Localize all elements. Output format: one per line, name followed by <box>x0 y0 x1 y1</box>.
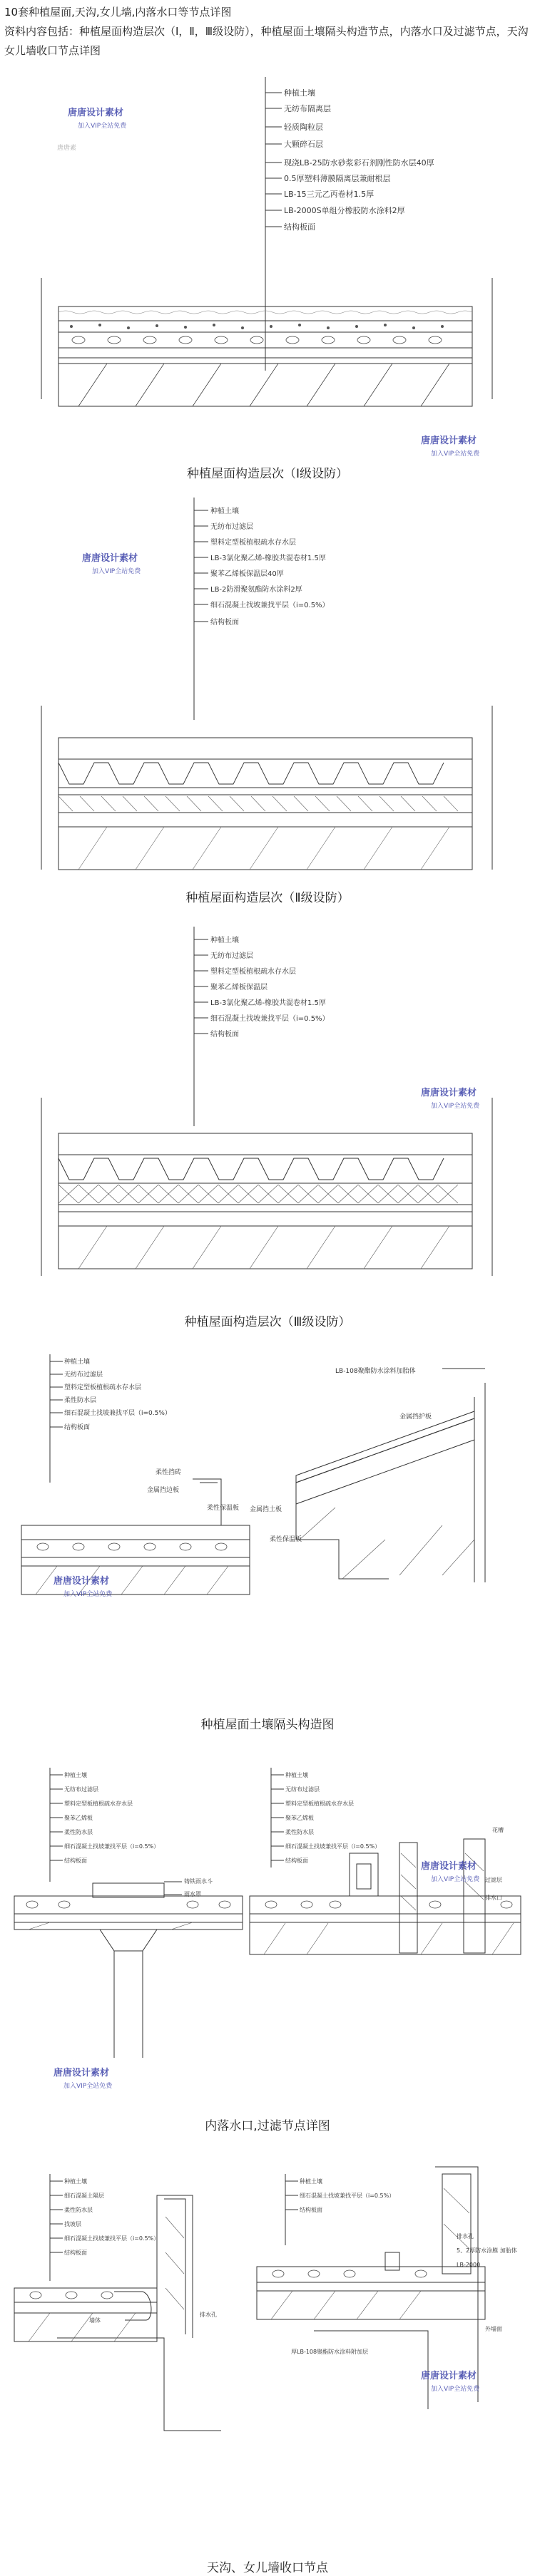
watermark-brand: 唐唐设计素材 <box>421 2371 477 2381</box>
watermark <box>82 552 141 578</box>
watermark <box>421 2370 479 2396</box>
diagram-soil-barrier <box>0 1340 535 1696</box>
layer-label: 聚苯乙烯板保温层40厚 <box>210 570 284 578</box>
layer-label: 结构板面 <box>64 1424 91 1431</box>
panel-level-3 <box>0 919 535 1333</box>
layer-label: 找坡层 <box>64 2221 81 2227</box>
watermark-brand: 唐唐设计素材 <box>421 1088 477 1098</box>
callout-label: 5、2厚防水涂膜 加胎体 <box>457 2247 517 2254</box>
callout-label: 排水孔 <box>200 2312 217 2318</box>
page-description: 资料内容包括：种植屋面构造层次（Ⅰ，Ⅱ，Ⅲ级设防），种植屋面土壤隔头构造节点，内落水口及过滤节点，天沟女儿墙收口节点详图 <box>4 25 529 57</box>
layer-label: 种植土壤 <box>210 508 239 515</box>
layer-label: 结构板面 <box>210 619 239 627</box>
watermark-brand: 唐唐设计素材 <box>68 108 124 118</box>
layer-label: 柔性防水层 <box>64 1829 93 1835</box>
layer-label: LB-3氯化聚乙烯-橡胶共混卷材1.5厚 <box>210 555 326 562</box>
layer-label: 细石混凝土找坡兼找平层（i=0.5%） <box>210 1015 330 1023</box>
layer-label: 细石混凝土找坡兼找平层（i=0.5%） <box>64 1410 171 1417</box>
callout-label: 花槽 <box>492 1827 504 1833</box>
layer-label: 细石混凝土找坡兼找平层（i=0.5%） <box>64 2235 160 2242</box>
watermark-sub: 加入VIP全站免费 <box>92 568 141 575</box>
layer-label: 无纺布过滤层 <box>64 1371 103 1379</box>
panel-level-2 <box>0 492 535 912</box>
watermark-brand: 唐唐设计素材 <box>82 553 138 564</box>
watermark-sub: 加入VIP全站免费 <box>431 1876 480 1883</box>
layer-label: 细石混凝土找坡兼找平层（i=0.5%） <box>64 1843 160 1850</box>
layer-label: 塑料定型板植根疏水存水层 <box>210 539 296 547</box>
callout-label: 柔性挡砖 <box>156 1469 182 1476</box>
layer-label: 种植土壤 <box>300 2178 322 2185</box>
layer-label: 无纺布隔离层 <box>284 104 331 113</box>
layer-label: 种植土壤 <box>284 88 315 98</box>
watermark <box>68 107 126 133</box>
layer-label: 金属挡护板 <box>399 1413 432 1421</box>
layer-label: 种植土壤 <box>64 1772 87 1778</box>
header <box>4 3 531 61</box>
diagram-gutter-parapet <box>0 2145 535 2545</box>
callout-label: LB-2000 <box>457 2262 481 2268</box>
layer-label: LB-2防滑聚氨酯防水涂料2厚 <box>210 586 302 594</box>
layer-label: 塑料定型板植根疏水存水层 <box>210 968 296 976</box>
watermark <box>421 1087 479 1113</box>
layer-label: 柔性保温板 <box>270 1536 302 1543</box>
layer-label: 无纺布过滤层 <box>210 523 253 531</box>
watermark <box>421 435 479 460</box>
callout-label: 外墙面 <box>485 2326 502 2332</box>
panel-gutter-parapet <box>0 2145 535 2576</box>
layer-label: 种植土壤 <box>64 1359 91 1366</box>
watermark-sub: 加入VIP全站免费 <box>431 1103 480 1110</box>
layer-label: 塑料定型板植根疏水存水层 <box>64 1384 142 1391</box>
callout-label: 雨水罩 <box>184 1891 201 1897</box>
layer-label: 细石混凝土找坡兼找平层（i=0.5%） <box>300 2193 395 2199</box>
layer-label: 金属挡土板 <box>250 1506 282 1513</box>
watermark-brand: 唐唐设计素材 <box>54 2068 110 2078</box>
layer-label: 种植土壤 <box>210 937 239 944</box>
layer-label: 现浇LB-25防水砂浆彩石剂刚性防水层40厚 <box>284 158 434 168</box>
layer-label: LB-108聚酯防水涂料加胎体 <box>335 1368 416 1375</box>
layer-label: LB-3氯化聚乙烯-橡胶共混卷材1.5厚 <box>210 999 326 1007</box>
page-title: 10套种植屋面,天沟,女儿墙,内落水口等节点详图 <box>4 6 232 19</box>
caption: 种植屋面构造层次（Ⅲ级设防） <box>184 1315 351 1329</box>
layer-label: 种植土壤 <box>64 2178 87 2185</box>
caption: 种植屋面土壤隔头构造图 <box>200 1718 335 1732</box>
layer-label: 细石混凝土找坡兼找平层（i=0.5%） <box>285 1843 381 1850</box>
watermark-sub: 加入VIP全站免费 <box>63 2083 113 2090</box>
layer-label: 结构板面 <box>64 1858 87 1864</box>
watermark-small: 唐唐素 <box>57 145 77 152</box>
callout-label: 排水口 <box>485 1895 502 1901</box>
layer-label: 结构板面 <box>284 222 315 232</box>
layer-label: 细石混凝土隔层 <box>64 2193 104 2199</box>
watermark-sub: 加入VIP全站免费 <box>431 450 480 458</box>
callout-label: 柔性保温板 <box>207 1505 240 1512</box>
layer-label: 聚苯乙烯板 <box>64 1815 93 1821</box>
layer-label: 轻质陶粒层 <box>284 123 323 132</box>
layer-label: 种植土壤 <box>285 1772 308 1778</box>
watermark-brand: 唐唐设计素材 <box>421 436 477 446</box>
layer-label: 无纺布过滤层 <box>210 952 253 960</box>
layer-label: 聚苯乙烯板保温层 <box>210 984 268 991</box>
layer-label: 塑料定型板植根疏水存水层 <box>64 1800 133 1807</box>
layer-label: 无纺布过滤层 <box>285 1786 320 1793</box>
layer-label: 结构板面 <box>210 1031 239 1039</box>
layer-label: 柔性防水层 <box>64 1397 97 1404</box>
callout-label: 金属挡边板 <box>147 1487 180 1494</box>
layer-label: 柔性防水层 <box>64 2207 93 2213</box>
watermark <box>54 1575 112 1601</box>
watermark-brand: 唐唐设计素材 <box>421 1861 477 1872</box>
layer-label: LB-15三元乙丙卷材1.5厚 <box>284 190 374 199</box>
watermark <box>54 2067 112 2093</box>
watermark-sub: 加入VIP全站免费 <box>431 2386 480 2393</box>
caption: 内落水口,过滤节点详图 <box>205 2119 330 2133</box>
caption: 天沟、女儿墙收口节点 <box>207 2561 328 2575</box>
callout-label: 排水孔 <box>457 2233 474 2240</box>
layer-label: 大颗碎石层 <box>284 140 323 149</box>
layer-label: 聚苯乙烯板 <box>285 1815 314 1821</box>
diagram-inner-drain <box>0 1739 535 2110</box>
layer-label: 塑料定型板植根疏水存水层 <box>285 1800 354 1807</box>
watermark-sub: 加入VIP全站免费 <box>63 1591 113 1598</box>
layer-label: 细石混凝土找坡兼找平层（i=0.5%） <box>210 602 330 609</box>
watermark-sub: 加入VIP全站免费 <box>78 123 127 130</box>
layer-label: 结构板面 <box>300 2207 322 2213</box>
layer-label: 结构板面 <box>285 1858 308 1864</box>
layer-label: 结构板面 <box>64 2250 87 2256</box>
caption: 种植屋面构造层次（Ⅰ级设防） <box>186 467 348 481</box>
caption: 种植屋面构造层次（Ⅱ级设防） <box>185 891 350 905</box>
layer-label: 柔性防水层 <box>285 1829 314 1835</box>
diagram-level-2 <box>0 492 535 891</box>
callout-label: 铸铁雨水斗 <box>184 1878 213 1885</box>
watermark <box>421 1860 479 1886</box>
layer-label: 无纺布过滤层 <box>64 1786 98 1793</box>
layer-label: 0.5厚塑料薄膜隔离层兼耐根层 <box>284 174 391 183</box>
callout-label: 厚LB-108聚酯防水涂料附加层 <box>291 2349 369 2355</box>
layer-label: LB-2000S单组分橡胶防水涂料2厚 <box>284 206 405 215</box>
callout-label: 过滤层 <box>485 1877 502 1883</box>
callout-label: 墙体 <box>89 2317 101 2324</box>
panel-soil-barrier <box>0 1340 535 1732</box>
watermark-brand: 唐唐设计素材 <box>54 1576 110 1587</box>
